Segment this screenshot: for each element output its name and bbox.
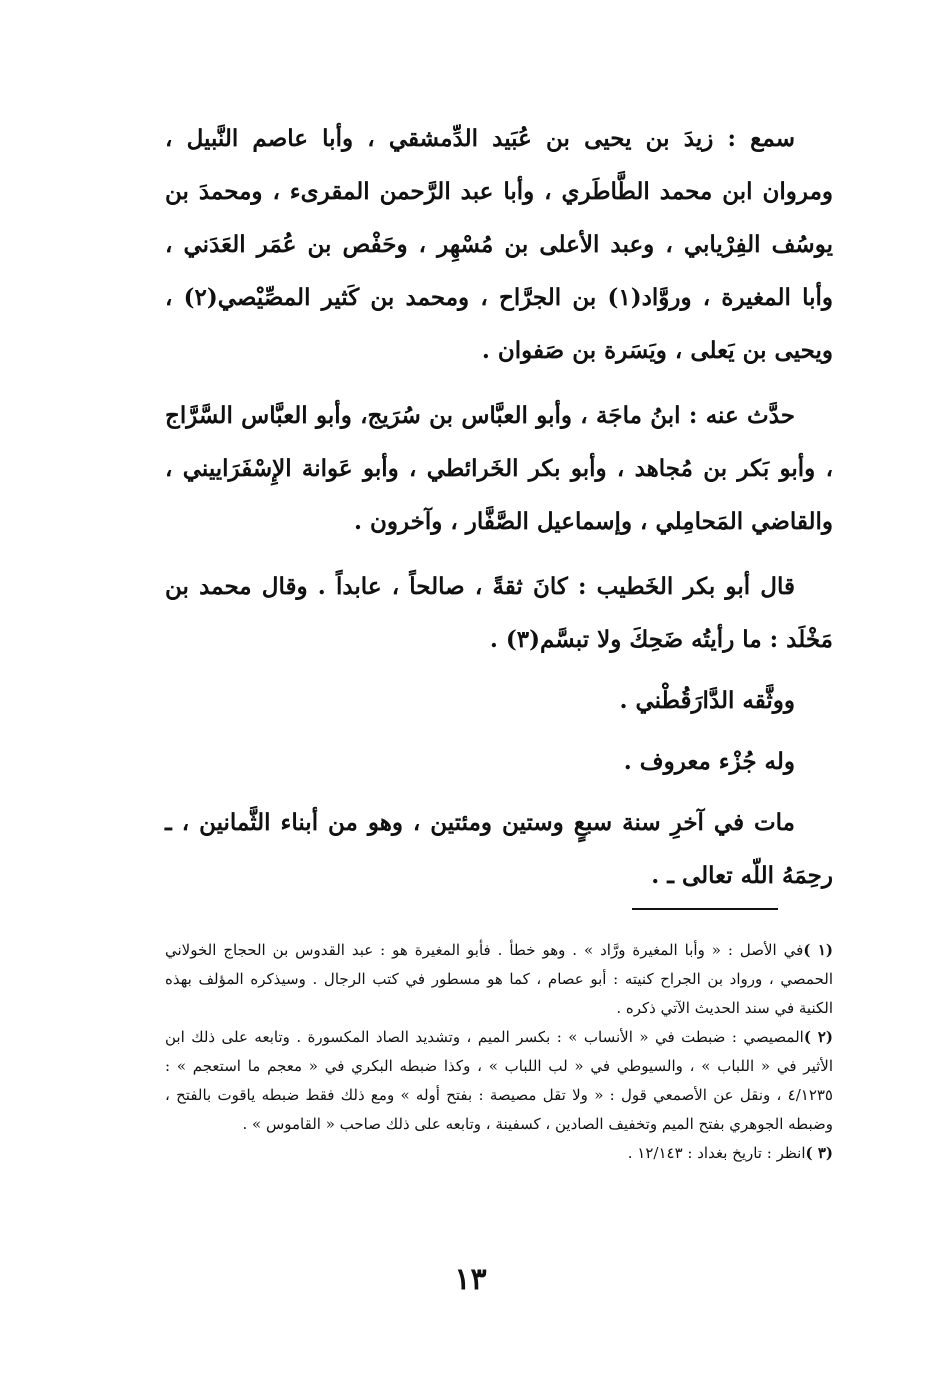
footnote-number: (٢ ) <box>803 1028 833 1046</box>
footnote-number: (٣ ) <box>805 1144 833 1162</box>
paragraph-juz: وله جُزْء معروف . <box>623 748 795 775</box>
paragraph-daraqutni: ووثَّقه الدَّارَقُطْني . <box>619 687 795 714</box>
paragraph-khatib-quote: قال أبو بكر الخَطيب : كانَ ثقةً ، صالحاً ، عابداً . وقال محمد بن مَخْلَد : ما رأيتُه ضَحِكَ ولا تبسَّم(٣) . <box>165 573 833 653</box>
footnotes <box>165 936 833 1168</box>
paragraph-teachers: سمع : زيدَ بن يحيى بن عُبَيد الدِّمشقي ، وأبا عاصم النَّبيل ، ومروان ابن محمد الطَّاطَري ، وأبا عبد الرَّحمن المقرىء ، ومحمدَ بن يوسُف الفِرْيابي ، وعبد الأعلى بن مُسْهِر ، وحَفْص بن عُمَر العَدَني ، وأبا المغيرة ، وروَّاد(١) بن الجرَّاح ، ومحمد بن كَثير المصِّيْصي(٢) ، ويحيى بن يَعلى ، ويَسَرة بن صَفوان . <box>165 125 833 364</box>
footnote-number: (١ ) <box>803 941 833 959</box>
page-number: ١٣ <box>454 1262 487 1297</box>
footnote-text: المصيصي : ضبطت في « الأنساب » : بكسر الميم ، وتشديد الصاد المكسورة . وتابعه على ذلك ابن الأثير في « اللباب » ، والسيوطي في « لب اللباب » ، وكذا ضبطه البكري في « معجم ما استعجم » : ٤/١٢٣٥ ، ونقل عن الأصمعي قول : « ولا تقل مصيصة : بفتح أوله » ومع ذلك فقط ضبطه ياقوت بالفتح ، وضبطه الجوهري بفتح الميم وتخفيف الصادين ، كسفينة ، وتابعه على ذلك صاحب « القاموس » . <box>165 1028 833 1133</box>
footnote-3 <box>165 1139 833 1168</box>
paragraph-students: حدَّث عنه : ابنُ ماجَة ، وأبو العبَّاس بن سُرَيج، وأبو العبَّاس السَّرَّاج ، وأبو بَكر بن مُجاهد ، وأبو بكر الخَرائطي ، وأبو عَوانة الإِسْفَرَاييني ، والقاضي المَحامِلي ، وإسماعيل الصَّفَّار ، وآخرون . <box>165 402 833 535</box>
paragraph-death: مات في آخرِ سنة سبعٍ وستين ومئتين ، وهو من أبناء الثَّمانين ، ـ رحِمَهُ اللّه تعالى ـ . <box>165 809 833 889</box>
footnote-divider <box>632 908 778 910</box>
footnote-1 <box>165 936 833 1023</box>
main-text <box>165 112 833 902</box>
footnote-text: في الأصل : « وأبا المغيرة ورَّاد » . وهو خطأ . فأبو المغيرة هو : عبد القدوس بن الحجاج الخولاني الحمصي ، ورواد بن الجراح كنيته : أبو عصام ، كما هو مسطور في كتب الرجال . وسيذكره المؤلف بهذه الكنية في سند الحديث الآتي ذكره . <box>165 941 833 1017</box>
footnote-2 <box>165 1023 833 1139</box>
footnote-text: انظر : تاريخ بغداد : ١٢/١٤٣ . <box>627 1144 806 1162</box>
